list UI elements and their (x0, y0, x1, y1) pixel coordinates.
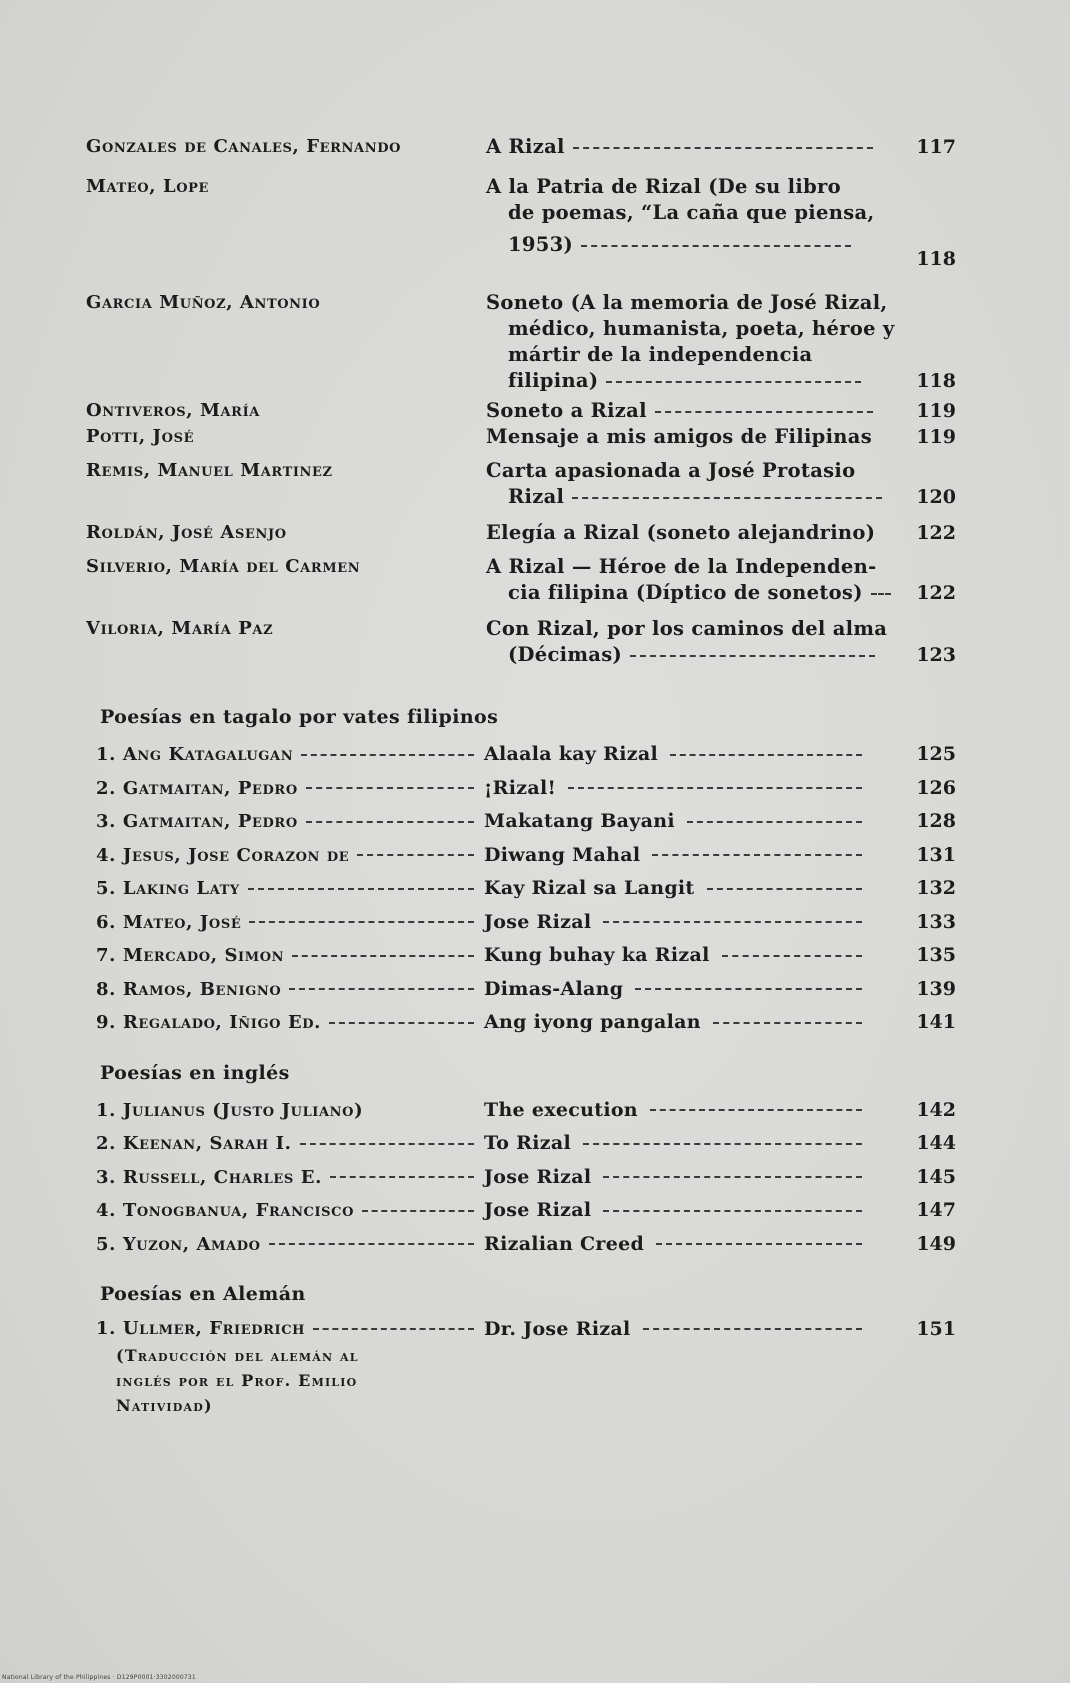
author-name: 4. Tonogbanua, Francisco (96, 1200, 355, 1221)
work-title-line: Carta apasionada a José Protasio (486, 459, 856, 482)
toc-entry (86, 906, 956, 940)
author-name: 1. Ang Katagalugan (96, 744, 294, 765)
table-of-contents (86, 134, 956, 1418)
work-title-line: 1953) (508, 233, 573, 256)
work-title-line: A Rizal (486, 135, 565, 158)
toc-entry (86, 174, 956, 290)
library-footer: National Library of the Philippines · D129P0001·3302000731 (2, 1674, 196, 1681)
work-title: Ang iyong pangalan (484, 1011, 701, 1033)
work-title: Makatang Bayani (484, 810, 675, 832)
toc-entry (86, 290, 956, 398)
toc-entry (86, 398, 956, 424)
work-title: Jose Rizal (484, 1165, 592, 1188)
work-title-line: A la Patria de Rizal (De su libro (486, 175, 841, 198)
author-name: 3. Gatmaitan, Pedro (96, 811, 298, 832)
author-name: Mateo, Lope (86, 176, 210, 197)
page-number: 144 (916, 1132, 956, 1154)
work-title (486, 554, 896, 616)
work-title (486, 398, 896, 424)
toc-entry (86, 939, 956, 973)
work-title (486, 458, 896, 520)
author-name: 1. Julianus (Justo Juliano) (96, 1099, 364, 1121)
note-line: Natividad) (116, 1396, 213, 1415)
toc-entry (86, 424, 956, 458)
author-name: Garcia Muñoz, Antonio (86, 292, 321, 313)
work-title-line: A Rizal — Héroe de la Independen- (486, 555, 877, 578)
work-title (486, 290, 896, 398)
page-number: 145 (916, 1165, 956, 1188)
author-name: 5. Yuzon, Amado (96, 1233, 261, 1255)
toc-entry (86, 134, 956, 174)
page-number: 142 (916, 1098, 956, 1121)
page-number: 120 (916, 486, 956, 508)
work-title-line: (Décimas) (508, 643, 622, 666)
page-number: 123 (916, 644, 956, 666)
section-title: Poesías en tagalo por vates filipinos (100, 706, 499, 728)
toc-entry (86, 805, 956, 839)
work-title-line: Con Rizal, por los caminos del alma (486, 617, 888, 640)
toc-entry (86, 1315, 956, 1343)
page-number: 149 (916, 1232, 956, 1255)
page-number: 128 (916, 810, 956, 832)
author-name: 5. Laking Laty (96, 878, 240, 899)
author-name: Ontiveros, María (86, 400, 260, 421)
work-title-line: filipina) (508, 369, 599, 392)
author-name: Roldán, José Asenjo (86, 522, 287, 543)
work-title-line: Rizal (508, 485, 565, 508)
note-line: inglés por el Prof. Emilio (116, 1371, 358, 1390)
author-name: 7. Mercado, Simon (96, 945, 285, 966)
note-line: (Traducción del alemán al (116, 1346, 359, 1365)
toc-entry (86, 1228, 956, 1262)
author-name: Remis, Manuel Martinez (86, 460, 333, 481)
page-number: 133 (916, 910, 956, 933)
page-number: 132 (916, 877, 956, 899)
work-title-line: Soneto (A la memoria de José Rizal, (486, 291, 888, 314)
author-name: Silverio, María del Carmen (86, 556, 361, 577)
toc-entry (86, 872, 956, 906)
work-title: Kung buhay ka Rizal (484, 944, 710, 966)
work-title: ¡Rizal! (484, 776, 557, 799)
page-number: 125 (916, 743, 956, 765)
page-number: 131 (916, 843, 956, 866)
author-name: 1. Ullmer, Friedrich (96, 1318, 306, 1339)
work-title-line: Elegía a Rizal (soneto alejandrino) (486, 521, 876, 544)
page-number: 139 (916, 977, 956, 1000)
page-number: 119 (916, 400, 956, 422)
work-title (486, 520, 896, 554)
work-title (486, 616, 896, 706)
work-title: Jose Rizal (484, 910, 592, 933)
work-title: Rizalian Creed (484, 1232, 645, 1255)
work-title-line: de poemas, “La caña que piensa, (508, 201, 875, 224)
toc-entry (86, 1127, 956, 1161)
author-name: Viloria, María Paz (86, 618, 274, 639)
author-name: 2. Gatmaitan, Pedro (96, 777, 298, 799)
page-number: 118 (916, 248, 956, 270)
work-title: Kay Rizal sa Langit (484, 877, 695, 899)
work-title-line: Mensaje a mis amigos de Filipinas (486, 425, 872, 448)
work-title-line: mártir de la independencia (508, 343, 813, 366)
work-title: Alaala kay Rizal (484, 743, 658, 765)
page-number: 118 (916, 370, 956, 392)
author-name: 2. Keenan, Sarah I. (96, 1133, 292, 1154)
toc-entry (86, 839, 956, 873)
work-title (486, 134, 896, 174)
toc-entry (86, 973, 956, 1007)
work-title-line: médico, humanista, poeta, héroe y (508, 317, 895, 340)
work-title: The execution (484, 1098, 638, 1121)
work-title (486, 424, 896, 458)
section-title: Poesías en Alemán (100, 1283, 306, 1305)
toc-entry (86, 1006, 956, 1040)
author-name: 4. Jesus, Jose Corazon de (96, 844, 350, 866)
toc-entry (86, 458, 956, 520)
toc-entry (86, 616, 956, 706)
toc-entry (86, 554, 956, 616)
work-title: Dr. Jose Rizal (484, 1318, 631, 1340)
page-number: 147 (916, 1199, 956, 1221)
toc-entry (86, 1094, 956, 1128)
author-name: 6. Mateo, José (96, 911, 242, 933)
work-title: Dimas-Alang (484, 977, 624, 1000)
toc-entry (86, 1194, 956, 1228)
page-number: 141 (916, 1011, 956, 1033)
work-title-line: cia filipina (Díptico de sonetos) (508, 581, 863, 604)
author-name: 8. Ramos, Benigno (96, 978, 282, 1000)
author-name: Potti, José (86, 426, 195, 447)
page-number: 126 (916, 776, 956, 799)
translation-note (86, 1343, 536, 1418)
work-title-line: Soneto a Rizal (486, 399, 647, 422)
work-title (486, 174, 896, 290)
toc-entry (86, 738, 956, 772)
author-name: Gonzales de Canales, Fernando (86, 136, 402, 157)
page-number: 122 (916, 582, 956, 604)
page-number: 135 (916, 944, 956, 966)
toc-entry (86, 772, 956, 806)
page-number: 117 (916, 136, 956, 158)
toc-entry (86, 1161, 956, 1195)
page-number: 151 (916, 1318, 956, 1340)
section-title: Poesías en inglés (100, 1061, 290, 1084)
author-name: 3. Russell, Charles E. (96, 1166, 322, 1188)
page-number: 122 (916, 522, 956, 544)
author-name: 9. Regalado, Iñigo Ed. (96, 1012, 322, 1033)
work-title: Diwang Mahal (484, 843, 641, 866)
work-title: Jose Rizal (484, 1199, 592, 1221)
toc-entry (86, 520, 956, 554)
page-number: 119 (916, 426, 956, 448)
work-title: To Rizal (484, 1132, 571, 1154)
